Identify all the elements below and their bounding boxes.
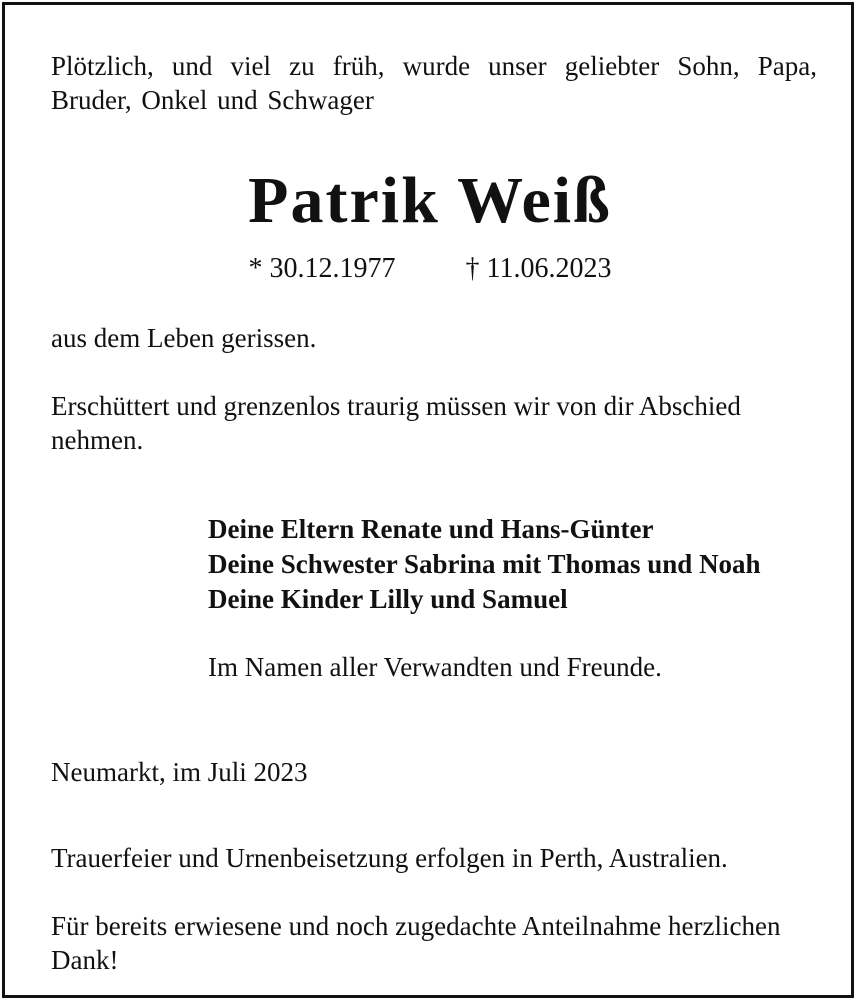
- life-dates: [5, 251, 855, 287]
- deceased-name: Patrik Weiß: [248, 164, 612, 237]
- relatives-text: Im Namen aller Verwandten und Freunde.: [208, 652, 662, 682]
- ceremony-info: Trauerfeier und Urnenbeisetzung erfolgen in Perth, Australien.: [51, 843, 728, 873]
- obituary-notice: [2, 2, 854, 998]
- place-date: Neumarkt, im Juli 2023: [51, 757, 308, 787]
- family-list: [208, 512, 761, 617]
- birth-date: * 30.12.1977: [248, 253, 396, 284]
- family-line-parents: Deine Eltern Renate und Hans-Günter: [208, 514, 654, 544]
- family-line-sister: Deine Schwester Sabrina mit Thomas und Noah: [208, 549, 761, 579]
- grief-text: Erschüttert und grenzenlos traurig müssen wir von dir Abschied nehmen.: [51, 391, 741, 455]
- thanks-text: Für bereits erwiesene und noch zugedachte Anteilnahme herzlichen Dank!: [51, 911, 781, 975]
- death-date: † 11.06.2023: [465, 253, 612, 284]
- family-line-children: Deine Kinder Lilly und Samuel: [208, 584, 568, 614]
- intro-text: Plötzlich, und viel zu früh, wurde unser geliebter Sohn, Papa, Bruder, Onkel und Schwager: [51, 51, 817, 115]
- passing-text: aus dem Leben gerissen.: [51, 323, 317, 353]
